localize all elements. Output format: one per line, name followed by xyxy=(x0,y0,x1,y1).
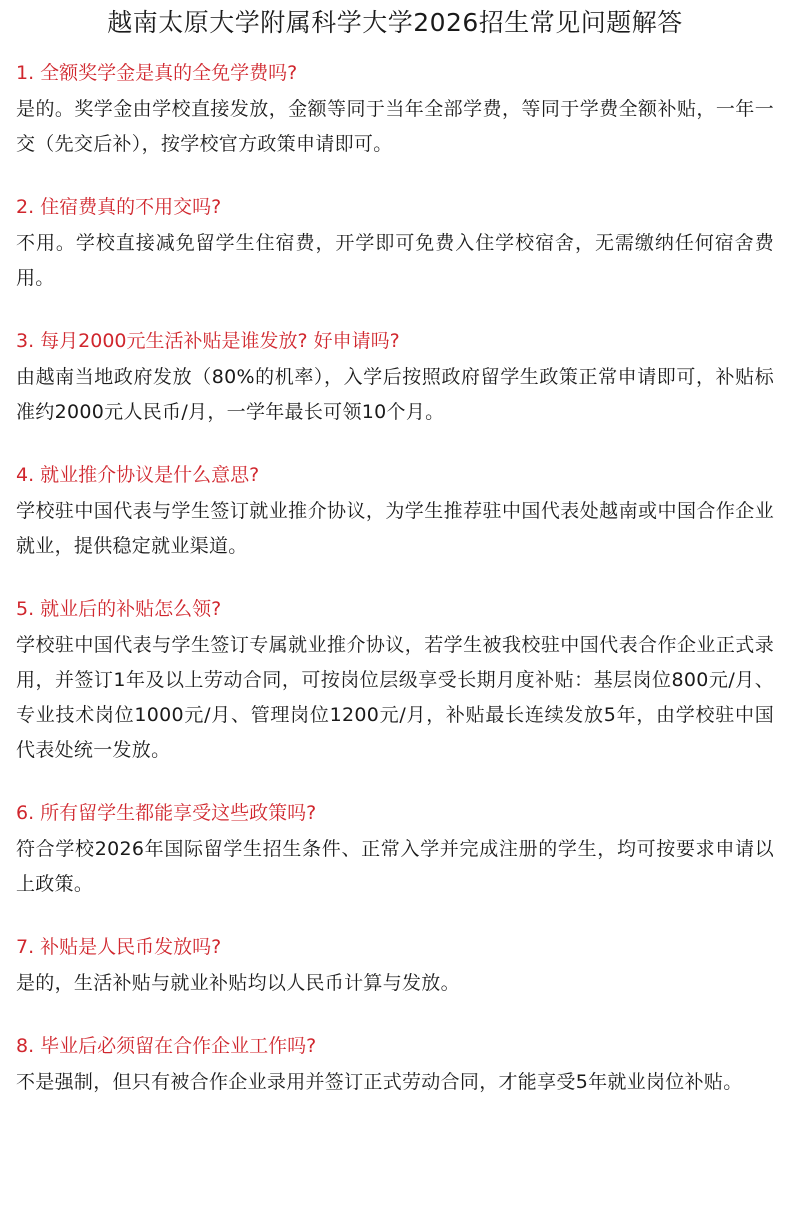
faq-item-7 xyxy=(16,932,774,1001)
faq-item-2 xyxy=(16,192,774,296)
faq-item-1 xyxy=(16,58,774,162)
faq-question: 8. 毕业后必须留在合作企业工作吗? xyxy=(16,1035,317,1057)
faq-item-8 xyxy=(16,1031,774,1100)
faq-answer: 是的，生活补贴与就业补贴均以人民币计算与发放。 xyxy=(16,972,460,994)
faq-question: 5. 就业后的补贴怎么领? xyxy=(16,598,222,620)
faq-question: 3. 每月2000元生活补贴是谁发放? 好申请吗? xyxy=(16,330,400,352)
faq-answer: 符合学校2026年国际留学生招生条件、正常入学并完成注册的学生，均可按要求申请以上政策。 xyxy=(16,838,774,895)
faq-question: 7. 补贴是人民币发放吗? xyxy=(16,936,222,958)
faq-answer: 学校驻中国代表与学生签订专属就业推介协议，若学生被我校驻中国代表合作企业正式录用，并签订1年及以上劳动合同，可按岗位层级享受长期月度补贴：基层岗位800元/月、专业技术岗位1000元/月、管理岗位1200元/月，补贴最长连续发放5年，由学校驻中国代表处统一发放。 xyxy=(16,634,774,761)
faq-item-3 xyxy=(16,326,774,430)
faq-answer: 学校驻中国代表与学生签订就业推介协议，为学生推荐驻中国代表处越南或中国合作企业就业，提供稳定就业渠道。 xyxy=(16,500,774,557)
faq-question: 4. 就业推介协议是什么意思? xyxy=(16,464,260,486)
faq-question: 1. 全额奖学金是真的全免学费吗? xyxy=(16,62,298,84)
faq-item-6 xyxy=(16,798,774,902)
faq-answer: 是的。奖学金由学校直接发放，金额等同于当年全部学费，等同于学费全额补贴，一年一交（先交后补），按学校官方政策申请即可。 xyxy=(16,98,774,155)
faq-answer: 不是强制，但只有被合作企业录用并签订正式劳动合同，才能享受5年就业岗位补贴。 xyxy=(16,1071,743,1093)
faq-item-5 xyxy=(16,594,774,768)
faq-answer: 不用。学校直接减免留学生住宿费，开学即可免费入住学校宿舍，无需缴纳任何宿舍费用。 xyxy=(16,232,774,289)
faq-question: 6. 所有留学生都能享受这些政策吗? xyxy=(16,802,317,824)
faq-item-4 xyxy=(16,460,774,564)
faq-answer: 由越南当地政府发放（80%的机率），入学后按照政府留学生政策正常申请即可，补贴标准约2000元人民币/月，一学年最长可领10个月。 xyxy=(16,366,774,423)
page-title: 越南太原大学附属科学大学2026招生常见问题解答 xyxy=(107,8,683,37)
faq-question: 2. 住宿费真的不用交吗? xyxy=(16,196,222,218)
